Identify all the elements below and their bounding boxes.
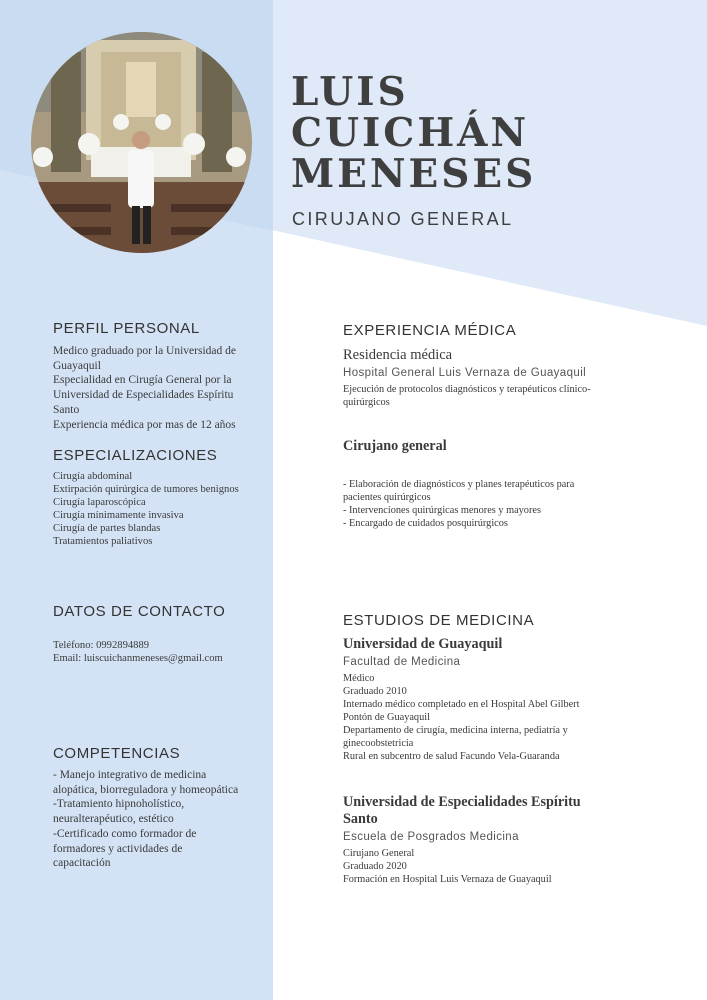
- detail-line: Internado médico completado en el Hospital Abel Gilbert: [343, 699, 580, 710]
- name-line: MENESES: [291, 151, 537, 197]
- school-details: [343, 847, 613, 886]
- education-item: [343, 636, 613, 763]
- detail-line: Cirujano General: [343, 848, 415, 859]
- profile-line: Universidad de Especialidades Espíritu: [53, 389, 234, 402]
- detail-line: ginecoobstetricia: [343, 738, 414, 749]
- experience-details: [343, 478, 613, 530]
- name-line: LUIS: [291, 69, 409, 115]
- profile-text: [53, 344, 263, 432]
- experience-organization: Hospital General Luis Vernaza de Guayaquil: [343, 367, 587, 379]
- skills-heading: COMPETENCIAS: [53, 745, 181, 762]
- detail-line: Ejecución de protocolos diagnósticos y terapéuticos clínico-: [343, 384, 591, 395]
- school-details: [343, 672, 613, 763]
- education-item: [343, 794, 613, 886]
- specializations-heading: ESPECIALIZACIONES: [53, 447, 218, 464]
- profile-line: Santo: [53, 403, 80, 416]
- school-name-line: Universidad de Especialidades Espíritu: [343, 794, 581, 810]
- education-heading: ESTUDIOS DE MEDICINA: [343, 612, 535, 629]
- detail-line: - Intervenciones quirúrgicas menores y mayores: [343, 505, 541, 516]
- detail-line: Formación en Hospital Luis Vernaza de Guayaquil: [343, 874, 552, 885]
- candidate-name: [291, 69, 537, 197]
- detail-line: - Elaboración de diagnósticos y planes terapéuticos para: [343, 479, 575, 490]
- profile-heading: PERFIL PERSONAL: [53, 320, 200, 337]
- profile-line: Especialidad en Cirugía General por la: [53, 374, 232, 387]
- school-name: [343, 794, 613, 828]
- detail-line: Departamento de cirugía, medicina interna, pediatría y: [343, 725, 568, 736]
- job-title: CIRUJANO GENERAL: [292, 209, 514, 229]
- detail-line: Rural en subcentro de salud Facundo Vela-Guaranda: [343, 751, 560, 762]
- school-faculty: Escuela de Posgrados Medicina: [343, 831, 519, 843]
- school-name-line: Santo: [343, 811, 378, 827]
- skills-line: - Manejo integrativo de medicina: [53, 769, 207, 781]
- skills-text: [53, 768, 268, 871]
- contact-info: [53, 639, 268, 665]
- email-text: Email: luiscuichanmeneses@gmail.com: [53, 653, 223, 664]
- list-item: Cirugía mínimamente invasiva: [53, 510, 184, 521]
- phone-text: Teléfono: 0992894889: [53, 640, 150, 651]
- detail-line: Graduado 2020: [343, 861, 407, 872]
- detail-line: - Encargado de cuidados posquirúrgicos: [343, 518, 508, 529]
- skills-line: alopática, biorreguladora y homeopática: [53, 783, 239, 796]
- list-item: Cirugía laparoscópica: [53, 497, 146, 508]
- skills-line: -Certificado como formador de: [53, 827, 197, 840]
- list-item: Cirugía de partes blandas: [53, 523, 161, 534]
- school-name: Universidad de Guayaquil: [343, 636, 503, 652]
- experience-details: [343, 383, 613, 409]
- skills-line: -Tratamiento hipnoholístico,: [53, 798, 185, 811]
- skills-line: formadores y actividades de: [53, 842, 183, 855]
- specializations-list: [53, 470, 268, 548]
- contact-heading: DATOS DE CONTACTO: [53, 603, 226, 620]
- profile-photo: [31, 32, 252, 253]
- name-line: CUICHÁN: [291, 110, 530, 156]
- experience-item: [343, 438, 613, 455]
- experience-title: Residencia médica: [343, 347, 453, 363]
- school-faculty: Facultad de Medicina: [343, 656, 461, 668]
- list-item: Cirugía abdominal: [53, 471, 133, 482]
- profile-line: Experiencia médica por mas de 12 años: [53, 418, 236, 431]
- skills-line: neuralterapéutico, estético: [53, 813, 174, 826]
- detail-line: Graduado 2010: [343, 686, 407, 697]
- list-item: Extirpación quirúrgica de tumores benignos: [53, 484, 239, 495]
- experience-title: Cirujano general: [343, 438, 447, 454]
- detail-line: quirúrgicos: [343, 397, 390, 408]
- skills-line: capacitación: [53, 857, 111, 870]
- detail-line: Médico: [343, 673, 375, 684]
- experience-item: [343, 347, 613, 409]
- profile-line: Guayaquil: [53, 359, 101, 372]
- list-item: Tratamientos paliativos: [53, 536, 153, 547]
- profile-line: Medico graduado por la Universidad de: [53, 345, 236, 357]
- detail-line: pacientes quirúrgicos: [343, 492, 431, 503]
- detail-line: Pontón de Guayaquil: [343, 712, 430, 723]
- experience-heading: EXPERIENCIA MÉDICA: [343, 322, 517, 339]
